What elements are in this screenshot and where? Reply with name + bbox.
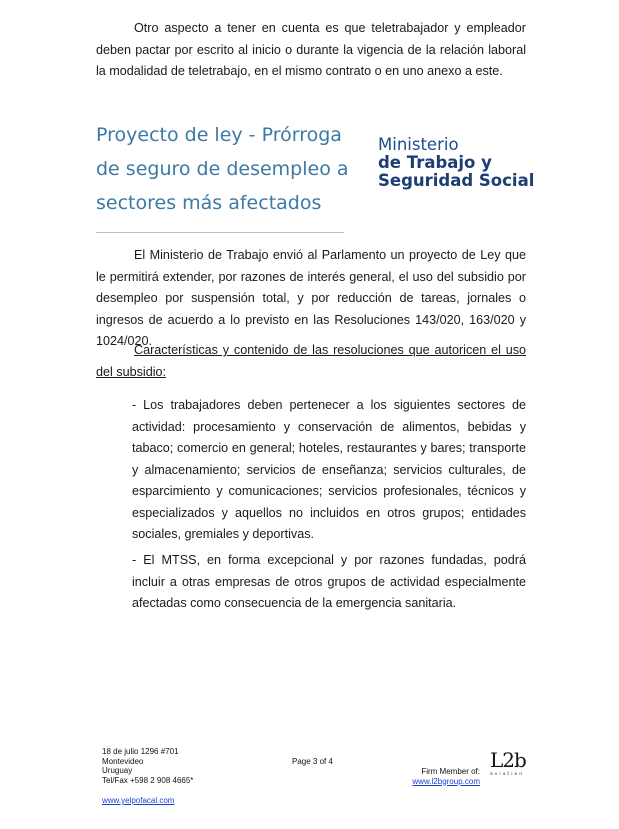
body-paragraph: El Ministerio de Trabajo envió al Parlamento un proyecto de Ley que le permitirá extender, por razones de interés general, el uso del subsidio por desempleo por suspensión total, y por reducción de tareas, jornales o ingresos de acuerdo a lo previsto en las Resoluciones 143/020, 163/020 y 1024/020. bbox=[96, 248, 526, 348]
address-city: Montevideo bbox=[102, 756, 144, 766]
l2b-logo-mark: L2b bbox=[490, 748, 526, 772]
l2b-logo bbox=[490, 748, 538, 784]
ministry-logo-line2: de Trabajo y bbox=[378, 153, 492, 172]
ministry-logo-line3: Seguridad Social bbox=[378, 171, 535, 190]
ministry-logo bbox=[378, 136, 538, 190]
l2b-logo-subtitle: aviation bbox=[490, 772, 525, 777]
intro-paragraph: Otro aspecto a tener en cuenta es que teletrabajador y empleador deben pactar por escrito al inicio o durante la vigencia de la relación laboral la modalidad de teletrabajo, en el mismo contrato o en uno anexo a este. bbox=[96, 21, 526, 78]
firm-member-label: Firm Member of: bbox=[421, 767, 480, 776]
ministry-logo-line1: Ministerio bbox=[378, 135, 459, 154]
website-link[interactable]: www.yelpofacal.com bbox=[102, 796, 175, 805]
footer-address bbox=[102, 747, 262, 785]
page-number: Page 3 of 4 bbox=[292, 757, 333, 766]
list-item: - El MTSS, en forma excepcional y por razones fundadas, podrá incluir a otras empresas de otros grupos de actividad especialmente afectadas como consecuencia de la emergencia sanitaria. bbox=[132, 553, 526, 610]
title-divider bbox=[96, 232, 344, 233]
list-item: - Los trabajadores deben pertenecer a los siguientes sectores de actividad: procesamiento y conservación de alimentos, bebidas y tabaco; comercio en general; hoteles, restaurantes y bares; transporte y almacenamiento; servicios de enseñanza; servicios culturales, de esparcimiento y comunicaciones; servicios profesionales, técnicos y especializados y aquellos no incluidos en otros grupos; entidades sociales, gremiales y deportivas. bbox=[132, 398, 526, 541]
section-title: Proyecto de ley - Prórroga de seguro de desempleo a sectores más afectados bbox=[96, 124, 349, 214]
address-phone: Tel/Fax +598 2 908 4665* bbox=[102, 775, 194, 785]
firm-member bbox=[400, 767, 480, 786]
firm-member-link[interactable]: www.l2bgroup.com bbox=[412, 776, 480, 786]
list-heading: Características y contenido de las resoluciones que autoricen el uso del subsidio: bbox=[96, 343, 526, 379]
address-country: Uruguay bbox=[102, 766, 133, 775]
address-street: 18 de julio 1296 #701 bbox=[102, 747, 179, 756]
